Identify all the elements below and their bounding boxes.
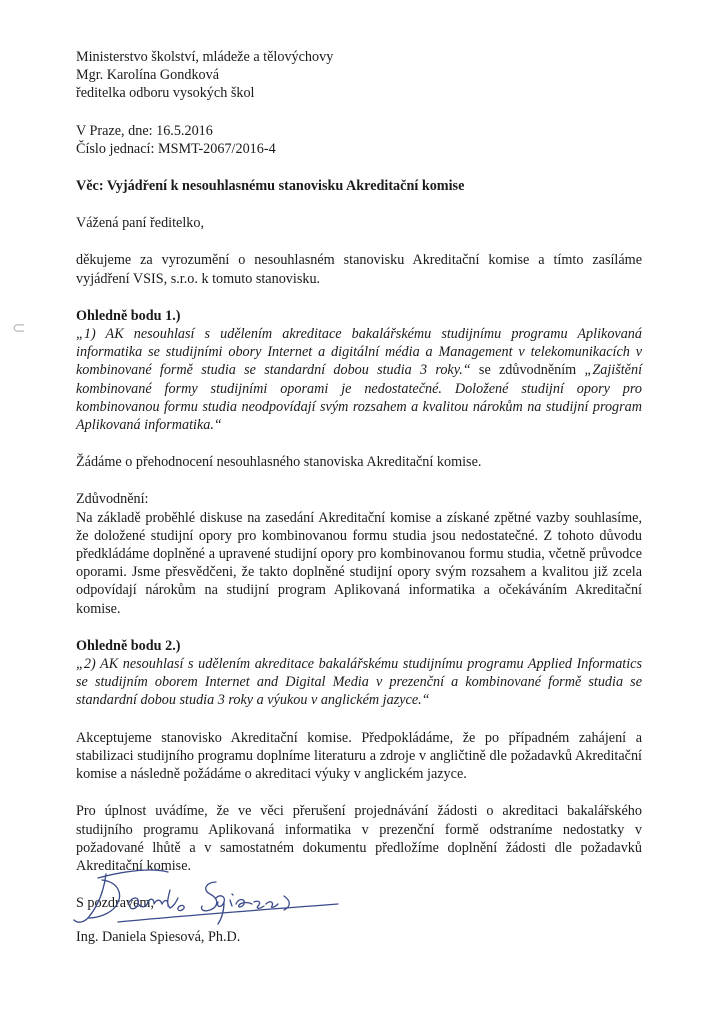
justification-section (76, 490, 642, 617)
signatory-name: Ing. Daniela Spiesová, Ph.D. (76, 929, 241, 945)
sender-block (76, 48, 642, 103)
salutation: Vážená paní ředitelko, (76, 215, 205, 232)
closing-paragraph: Pro úplnost uvádíme, že ve věci přerušení projednávání žádosti o akreditaci bakalářského studijního programu Aplikovaná informatika v prezenční formě odstraníme nedostatky v požadované lhůtě a v samostatném dokumentu předložíme doplnění žádosti dle požadavků Akreditační komise. (76, 803, 642, 874)
point1-heading: Ohledně bodu 1.) (76, 307, 181, 324)
point2-quote: „2) AK nesouhlasí s udělením akreditace bakalářskému studijnímu programu Applied Informatics se studijním oborem Internet and Digital Media v prezenční a kombinované formě studia se standardní dobou studia 3 roky a výukou v anglickém jazyce.“ (76, 656, 642, 709)
point1-request: Žádáme o přehodnocení nesouhlasného stanoviska Akreditační komise. (76, 454, 482, 471)
margin-mark: ⊂ (12, 318, 26, 337)
sender-name: Mgr. Karolína Gondková (76, 67, 220, 84)
point1-quote-2: „Zajištění kombinované formy studijními oporami je nedostatečné. Doložené studijní opory pro kombinovanou formu studia neodpovídají svým rozsahem a kvalitou nárokům na studijní program Aplikovaná informatika.“ (76, 362, 643, 434)
handwritten-signature (58, 860, 348, 930)
point1-connector: se zdůvodněním (470, 362, 585, 379)
justification-label: Zdůvodnění: (76, 491, 149, 508)
point2-section (76, 637, 642, 710)
point2-heading: Ohledně bodu 2.) (76, 637, 181, 654)
reference-number: Číslo jednací: MSMT-2067/2016-4 (76, 140, 276, 157)
point1-quote-paragraph (76, 325, 642, 434)
sender-role: ředitelka odboru vysokých škol (76, 85, 255, 102)
justification-text: Na základě proběhlé diskuse na zasedání Akreditační komise a získané zpětné vazby souhlasíme, že doložené studijní opory pro kombinovanou formu studia jsou nedostatečné. Z tohoto důvodu předkládáme doplněné a upravené studijní opory pro kombinovanou formu studia, včetně průvodce oporami. Jsme přesvědčeni, že takto doplněné studijní opory svým rozsahem a kvalitou již zcela odpovídají nárokům na studijní program Aplikovaná informatika a očekáváním Akreditační komise. (76, 509, 642, 617)
place-date: V Praze, dne: 16.5.2016 (76, 122, 213, 139)
letter-subject: Věc: Vyjádření k nesouhlasnému stanovisku Akreditační komise (76, 178, 465, 195)
letter-body (76, 48, 642, 912)
point1-section (76, 307, 642, 434)
point2-response: Akceptujeme stanovisko Akreditační komise. Předpokládáme, že po případném zahájení a stabilizaci studijního programu doplníme literaturu a zdroje v angličtině dle požadavků Akreditační komise a následně požádáme o akreditaci výuky v anglickém jazyce. (76, 729, 642, 783)
intro-paragraph: děkujeme za vyrozumění o nesouhlasném stanovisku Akreditační komise a tímto zasíláme vyjádření VSIS, s.r.o. k tomuto stanovisku. (76, 252, 642, 287)
date-reference-block (76, 122, 642, 158)
closing-phrase: S pozdravem, (76, 895, 155, 912)
sender-ministry: Ministerstvo školství, mládeže a tělovýchovy (76, 49, 334, 65)
point1-quote-1: „1) AK nesouhlasí s udělením akreditace bakalářskému studijnímu programu Aplikovaná informatika se studijními obory Internet a digitální média a Management v telekomunikacích v kombinované formě studia se standardní dobou studia 3 roky.“ (76, 326, 642, 379)
